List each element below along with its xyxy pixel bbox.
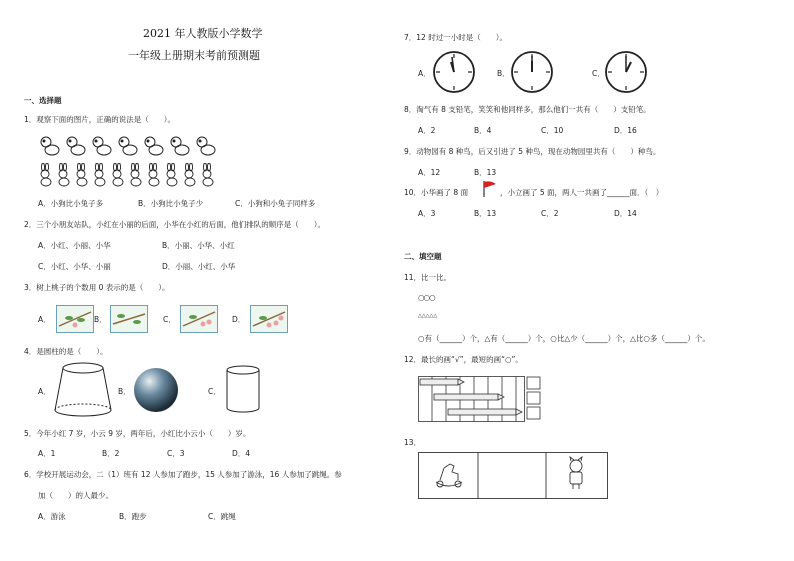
q10-option-a: A．3 [418, 209, 436, 218]
clock-icon-a [432, 50, 476, 94]
title-line-1: 2021 年人教版小学数学 [143, 27, 263, 40]
question-4: 4．是圆柱的是（ ）。 [24, 347, 108, 356]
toys-table [418, 452, 608, 499]
question-12: 12．最长的画“√”，最短的画“○”。 [404, 355, 523, 364]
question-10-part-1: 10．小华画了 8 面 [404, 188, 469, 197]
q6-option-b: B．跑步 [119, 512, 147, 521]
question-5: 5．今年小红 7 岁，小云 9 岁，两年后，小红比小云小（ ）岁。 [24, 429, 251, 438]
q8-option-b: B．4 [474, 126, 492, 135]
question-9: 9．动物园有 8 种鸟，后又引进了 5 种鸟，现在动物园里共有（ ）种鸟。 [404, 147, 661, 156]
q8-option-a: A．2 [418, 126, 436, 135]
q10-option-c: C．2 [541, 209, 559, 218]
q6-option-c: C．跳绳 [208, 512, 236, 521]
q5-option-c: C．3 [167, 449, 185, 458]
q2-option-a: A．小红、小丽、小华 [38, 241, 111, 250]
q2-option-c: C．小红、小华、小丽 [38, 262, 111, 271]
peach-branch-image-a [56, 305, 94, 333]
q9-option-a: A．12 [418, 168, 441, 177]
peach-branch-image-b [110, 305, 148, 333]
frustum-shape [52, 360, 114, 420]
q11-fill-sentence: ○有（______）个，△有（______）个，○比△少（______）个，△比○多（______）个。 [418, 334, 710, 343]
question-13: 13． [404, 438, 422, 447]
question-6-line-1: 6．学校开展运动会，二（1）班有 12 人参加了跑步，15 人参加了游泳，16 人参加了跳绳。参 [24, 470, 342, 479]
q7-option-a-label: A． [418, 69, 431, 78]
q3-option-d-label: D． [232, 315, 246, 324]
q7-option-b-label: B． [497, 69, 510, 78]
pencils-grid [418, 374, 543, 424]
peach-branch-image-d [250, 305, 288, 333]
title-line-2: 一年级上册期末考前预测题 [128, 49, 260, 62]
question-2: 2．三个小朋友站队，小红在小丽的后面，小华在小红的后面，他们排队的顺序是（ ）。 [24, 220, 326, 229]
section-fill-heading: 二、填空题 [404, 252, 442, 261]
clock-icon-c [604, 50, 648, 94]
q1-option-a: A．小狗比小兔子多 [38, 199, 104, 208]
question-1: 1．观察下面的图片，正确的说法是（ ）。 [24, 115, 176, 124]
red-flag-icon [482, 180, 498, 198]
question-8: 8．淘气有 8 支铅笔，笑笑和他同样多，那么他们一共有（ ）支铅笔。 [404, 105, 651, 114]
q1-option-b: B．小狗比小兔子少 [138, 199, 204, 208]
dogs-picture [38, 134, 228, 158]
section-choice-heading: 一、选择题 [24, 96, 62, 105]
q3-option-b-label: B． [94, 315, 107, 324]
sphere-shape [132, 366, 180, 414]
q9-option-b: B．13 [474, 168, 497, 177]
dog-icons [38, 134, 228, 158]
rabbits-picture [38, 163, 228, 187]
question-11: 11．比一比。 [404, 273, 452, 282]
question-10-part-2: ，小立画了 5 面，两人一共画了______面．（ ） [500, 188, 664, 197]
question-6-line-2: 加（ ）的人最少。 [38, 491, 113, 500]
q11-circles: ○○○ [418, 293, 435, 302]
peach-branch-image-c [180, 305, 218, 333]
q6-option-a: A．游泳 [38, 512, 66, 521]
q8-option-d: D．16 [614, 126, 637, 135]
q4-option-a-label: A． [38, 387, 51, 396]
q2-option-b: B．小丽、小华、小红 [162, 241, 235, 250]
q11-triangles: △△△△△ [418, 313, 438, 319]
q3-option-a-label: A． [38, 315, 51, 324]
q5-option-a: A．1 [38, 449, 56, 458]
question-3: 3．树上桃子的个数用 0 表示的是（ ）。 [24, 283, 170, 292]
q3-option-c-label: C． [163, 315, 176, 324]
rabbit-icons [38, 163, 228, 187]
q4-option-c-label: C． [208, 387, 221, 396]
q8-option-c: C．10 [541, 126, 564, 135]
q7-option-c-label: C． [592, 69, 605, 78]
cylinder-shape [222, 364, 264, 416]
q10-option-d: D．14 [614, 209, 637, 218]
q5-option-d: D．4 [232, 449, 251, 458]
q5-option-b: B．2 [102, 449, 120, 458]
clock-icon-b [510, 50, 554, 94]
q1-option-c: C．小狗和小兔子同样多 [235, 199, 316, 208]
q4-option-b-label: B． [118, 387, 131, 396]
q2-option-d: D．小丽、小红、小华 [162, 262, 236, 271]
question-7: 7．12 时过一小时是（ ）。 [404, 33, 507, 42]
q10-option-b: B．13 [474, 209, 497, 218]
